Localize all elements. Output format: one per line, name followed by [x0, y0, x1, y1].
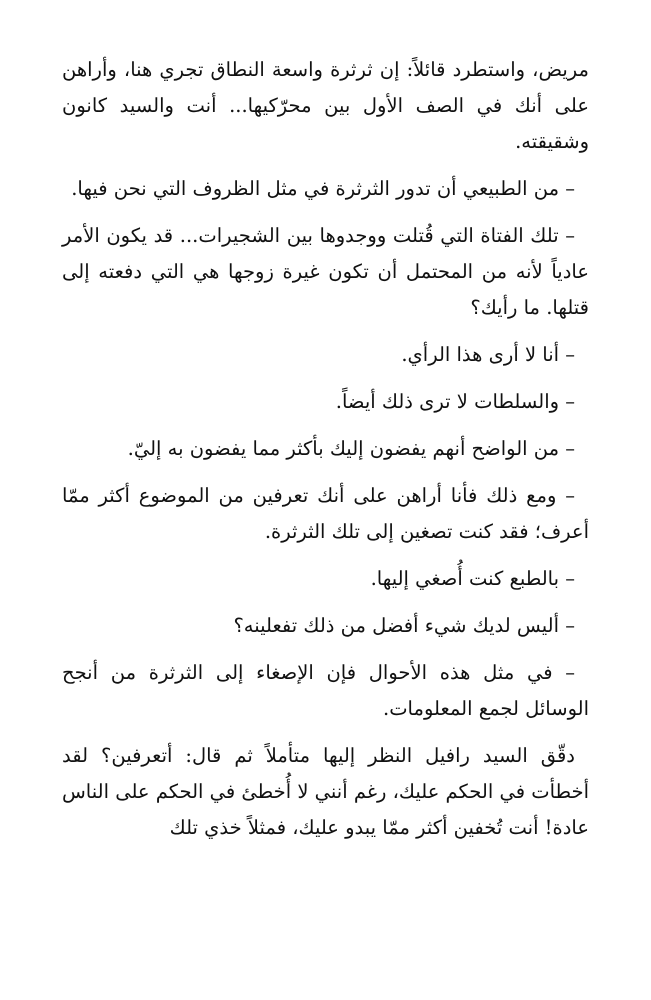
dialogue-line: – ومع ذلك فأنا أراهن على أنك تعرفين من الموضوع أكثر ممّا أعرف؛ فقد كنت تصغين إلى تلك الثرثرة.	[62, 484, 589, 543]
dialogue-line: – والسلطات لا ترى ذلك أيضاً.	[335, 390, 575, 413]
dialogue-line: – من الطبيعي أن تدور الثرثرة في مثل الظروف التي نحن فيها.	[71, 177, 575, 200]
dialogue-line: – أليس لديك شيء أفضل من ذلك تفعلينه؟	[233, 614, 575, 637]
narration-paragraph: دقّق السيد رافيل النظر إليها متأملاً ثم قال: أتعرفين؟ لقد أخطأت في الحكم عليك، رغم أنني لا أُخطئ في الحكم على الناس عادة! أنت تُخفين أكثر ممّا يبدو عليك، فمثلاً خذي تلك	[62, 744, 589, 839]
paragraph-continuation: مريض، واستطرد قائلاً: إن ثرثرة واسعة النطاق تجري هنا، وأراهن على أنك في الصف الأول بين محرّكيها... أنت والسيد كانون وشقيقته.	[62, 58, 589, 153]
dialogue-line: – بالطبع كنت أُصغي إليها.	[370, 567, 575, 590]
book-page-text	[62, 52, 589, 857]
dialogue-line: – من الواضح أنهم يفضون إليك بأكثر مما يفضون به إليّ.	[127, 437, 575, 460]
dialogue-line: – أنا لا أرى هذا الرأي.	[401, 343, 575, 366]
dialogue-line: – في مثل هذه الأحوال فإن الإصغاء إلى الثرثرة من أنجح الوسائل لجمع المعلومات.	[62, 661, 589, 720]
dialogue-line: – تلك الفتاة التي قُتلت ووجدوها بين الشجيرات... قد يكون الأمر عادياً لأنه من المحتمل أن تكون غيرة زوجها هي التي دفعته إلى قتلها. ما رأيك؟	[62, 224, 589, 319]
